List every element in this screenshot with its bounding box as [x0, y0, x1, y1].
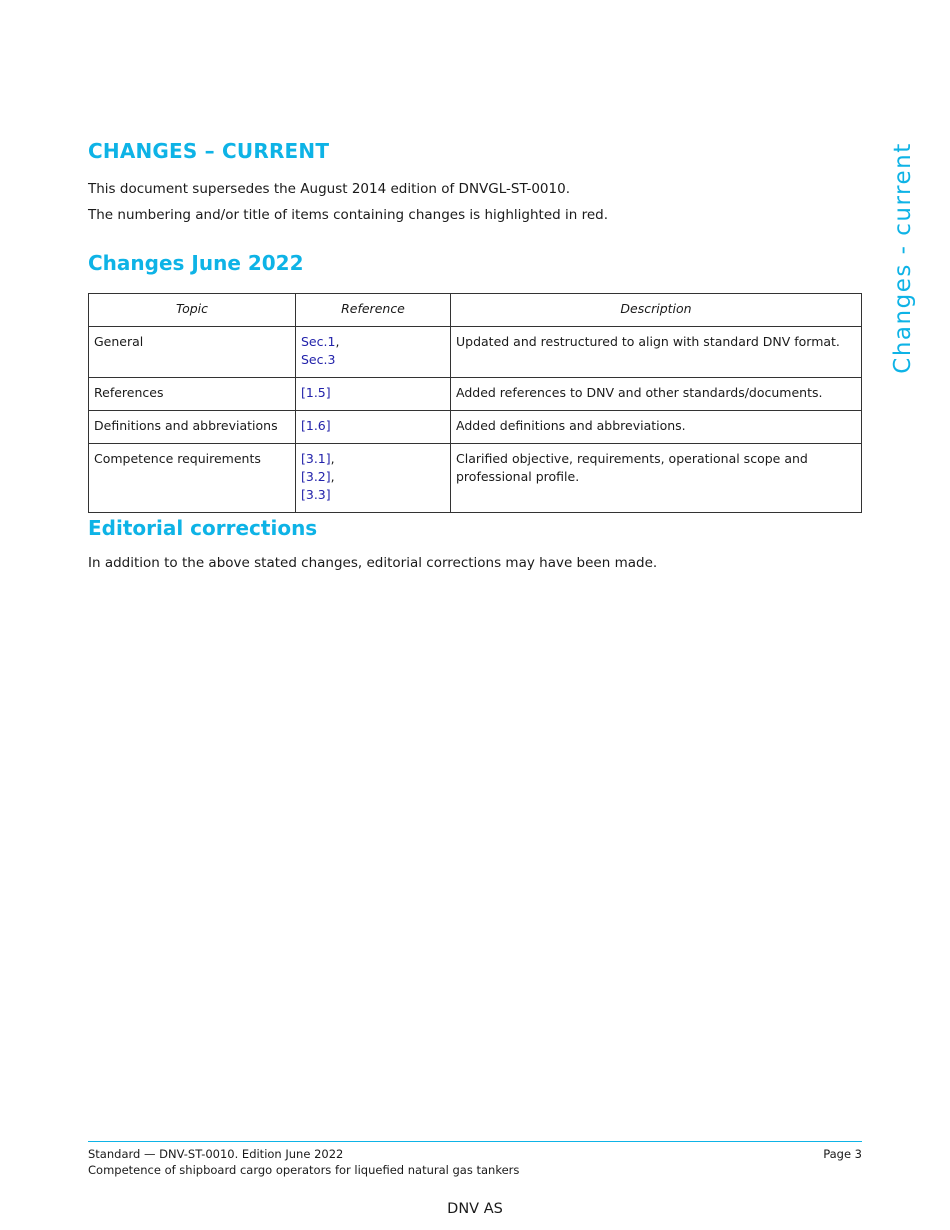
- reference-link[interactable]: Sec.3: [301, 352, 336, 367]
- reference-link[interactable]: [3.1]: [301, 451, 331, 466]
- changes-heading: Changes June 2022: [88, 251, 304, 275]
- footer-divider: [88, 1141, 862, 1142]
- footer-page-number: Page 3: [823, 1147, 862, 1161]
- table-row: [89, 444, 862, 513]
- reference-separator: ,: [335, 334, 340, 349]
- topic-cell: References: [89, 378, 296, 411]
- footer-title-line: Competence of shipboard cargo operators for liquefied natural gas tankers: [88, 1163, 520, 1177]
- editorial-heading: Editorial corrections: [88, 516, 318, 540]
- changes-table: [88, 293, 862, 513]
- side-tab-label: Changes - current: [890, 142, 916, 374]
- reference-cell: [296, 327, 451, 378]
- table-row: [89, 378, 862, 411]
- table-header-row: [89, 294, 862, 327]
- column-header-reference: Reference: [296, 294, 451, 327]
- reference-cell: [296, 411, 451, 444]
- page-title: CHANGES – CURRENT: [88, 139, 330, 163]
- footer-organization: DNV AS: [447, 1201, 503, 1217]
- table-row: [89, 411, 862, 444]
- description-cell: Updated and restructured to align with standard DNV format.: [451, 327, 862, 378]
- table-row: [89, 327, 862, 378]
- footer-standard-line: Standard — DNV-ST-0010. Edition June 2022: [88, 1147, 344, 1161]
- description-cell: Clarified objective, requirements, operational scope and professional profile.: [451, 444, 862, 513]
- topic-cell: General: [89, 327, 296, 378]
- description-cell: Added definitions and abbreviations.: [451, 411, 862, 444]
- reference-link[interactable]: [3.2]: [301, 469, 331, 484]
- reference-separator: ,: [330, 469, 335, 484]
- description-cell: Added references to DNV and other standards/documents.: [451, 378, 862, 411]
- reference-item: [301, 468, 445, 486]
- reference-cell: [296, 378, 451, 411]
- reference-item: [301, 450, 445, 468]
- topic-cell: Competence requirements: [89, 444, 296, 513]
- reference-separator: ,: [330, 451, 335, 466]
- reference-link[interactable]: [3.3]: [301, 487, 331, 502]
- reference-item: [301, 417, 445, 435]
- reference-link[interactable]: Sec.1: [301, 334, 336, 349]
- column-header-description: Description: [451, 294, 862, 327]
- intro-paragraph-supersedes: This document supersedes the August 2014 edition of DNVGL-ST-0010.: [88, 181, 570, 197]
- column-header-topic: Topic: [89, 294, 296, 327]
- reference-cell: [296, 444, 451, 513]
- reference-item: [301, 486, 445, 504]
- reference-link[interactable]: [1.6]: [301, 418, 331, 433]
- reference-item: [301, 333, 445, 351]
- topic-cell: Definitions and abbreviations: [89, 411, 296, 444]
- intro-paragraph-highlight-note: The numbering and/or title of items containing changes is highlighted in red.: [88, 207, 609, 223]
- reference-link[interactable]: [1.5]: [301, 385, 331, 400]
- reference-item: [301, 384, 445, 402]
- reference-item: [301, 351, 445, 369]
- editorial-paragraph: In addition to the above stated changes, editorial corrections may have been made.: [88, 555, 658, 571]
